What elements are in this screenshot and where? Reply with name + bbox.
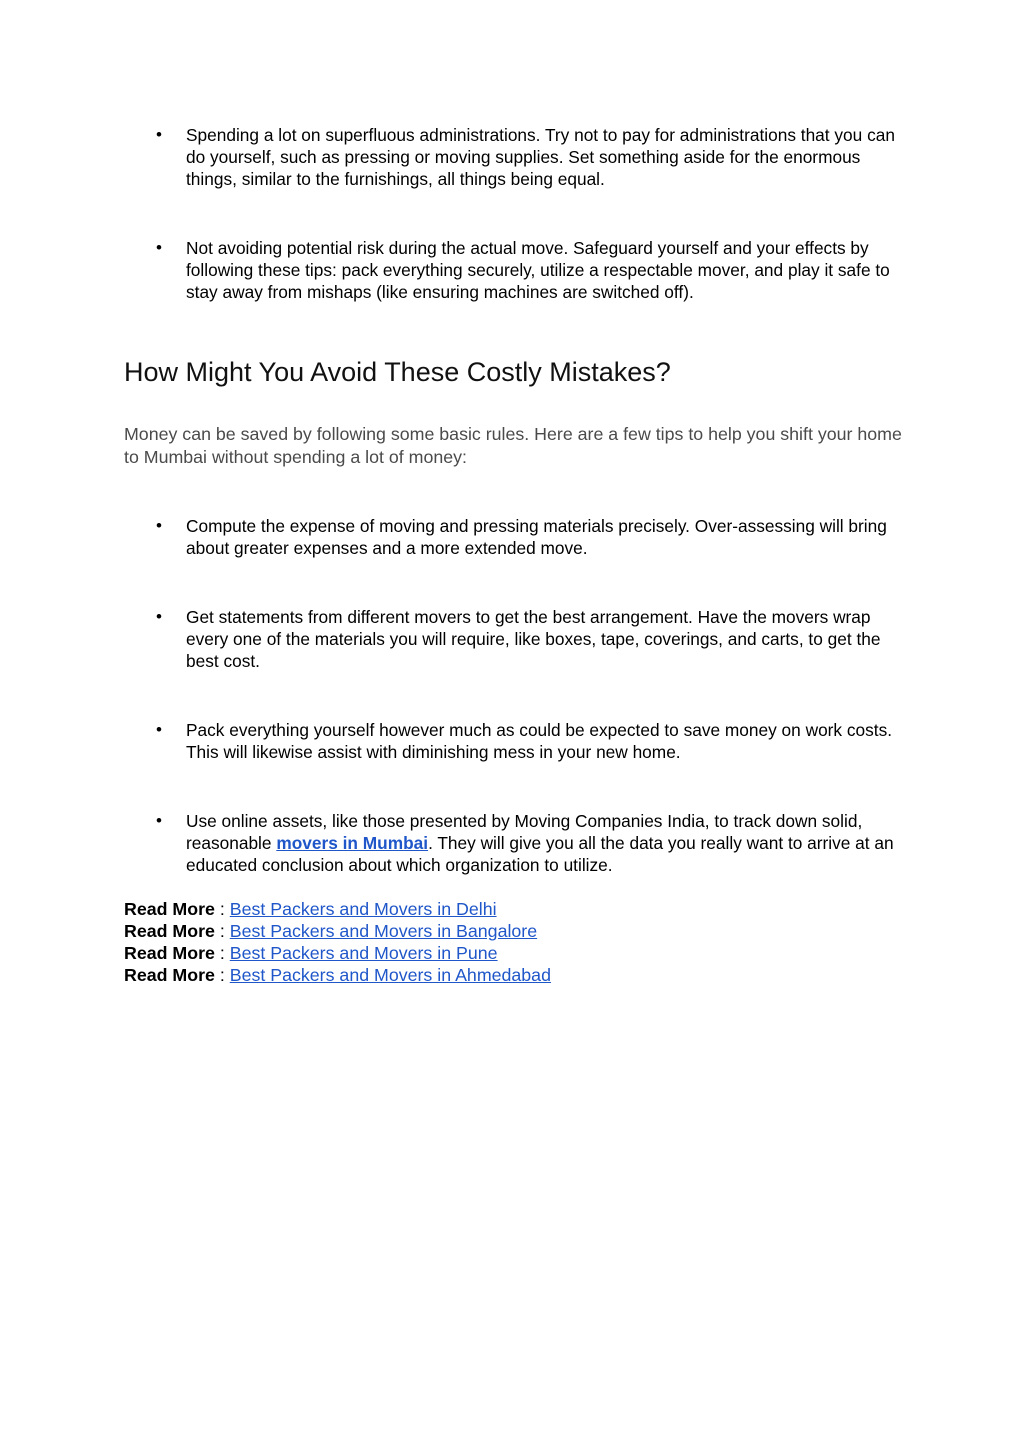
read-more-separator: : — [214, 943, 230, 963]
section-heading: How Might You Avoid These Costly Mistakes? — [124, 357, 671, 387]
read-more-link-delhi[interactable]: Best Packers and Movers in Delhi — [229, 899, 497, 919]
read-more-label: Read More — [124, 965, 215, 985]
read-more-label: Read More — [124, 921, 215, 941]
read-more-separator: : — [214, 899, 230, 919]
bullet-marker: • — [156, 125, 162, 144]
bullet-marker: • — [156, 720, 162, 739]
list-item-text: Pack everything yourself however much as could be expected to save money on work costs. This will likewise assist with diminishing mess in your new home. — [186, 720, 893, 762]
read-more-link-ahmedabad[interactable]: Best Packers and Movers in Ahmedabad — [229, 965, 551, 985]
bullet-marker: • — [156, 811, 162, 830]
list-item-text-before: Use online assets, like those presented by Moving Companies India, to track down solid, reasonable — [186, 811, 863, 853]
read-more-separator: : — [214, 965, 230, 985]
list-item-text: Compute the expense of moving and pressing materials precisely. Over-assessing will bring about greater expenses and a more extended move. — [186, 516, 887, 558]
list-item-text: Not avoiding potential risk during the actual move. Safeguard yourself and your effects by following these tips: pack everything securely, utilize a respectable mover, and play it safe to stay away from mishaps (like ensuring machines are switched off). — [186, 238, 890, 302]
read-more-line — [124, 964, 551, 986]
read-more-label: Read More — [124, 899, 215, 919]
list-item-text: Get statements from different movers to get the best arrangement. Have the movers wrap every one of the materials you will require, like boxes, tape, coverings, and carts, to get the best cost. — [186, 607, 881, 671]
list-item-text: Spending a lot on superfluous administrations. Try not to pay for administrations that you can do yourself, such as pressing or moving supplies. Set something aside for the enormous things, similar to the furnishings, all things being equal. — [186, 125, 895, 189]
intro-paragraph: Money can be saved by following some basic rules. Here are a few tips to help you shift your home to Mumbai without spending a lot of money: — [124, 424, 902, 467]
read-more-label: Read More — [124, 943, 215, 963]
bullet-marker: • — [156, 238, 162, 257]
read-more-link-pune[interactable]: Best Packers and Movers in Pune — [229, 943, 498, 963]
read-more-link-bangalore[interactable]: Best Packers and Movers in Bangalore — [229, 921, 538, 941]
read-more-line — [124, 942, 498, 964]
bullet-marker: • — [156, 607, 162, 626]
read-more-line — [124, 898, 497, 920]
read-more-separator: : — [214, 921, 230, 941]
bullet-marker: • — [156, 516, 162, 535]
read-more-line — [124, 920, 537, 942]
list-item-text-after: . They will give you all the data you really want to arrive at an educated conclusion about which organization to utilize. — [186, 833, 894, 875]
list-item-text — [186, 810, 906, 876]
movers-in-mumbai-link[interactable]: movers in Mumbai — [276, 833, 429, 853]
